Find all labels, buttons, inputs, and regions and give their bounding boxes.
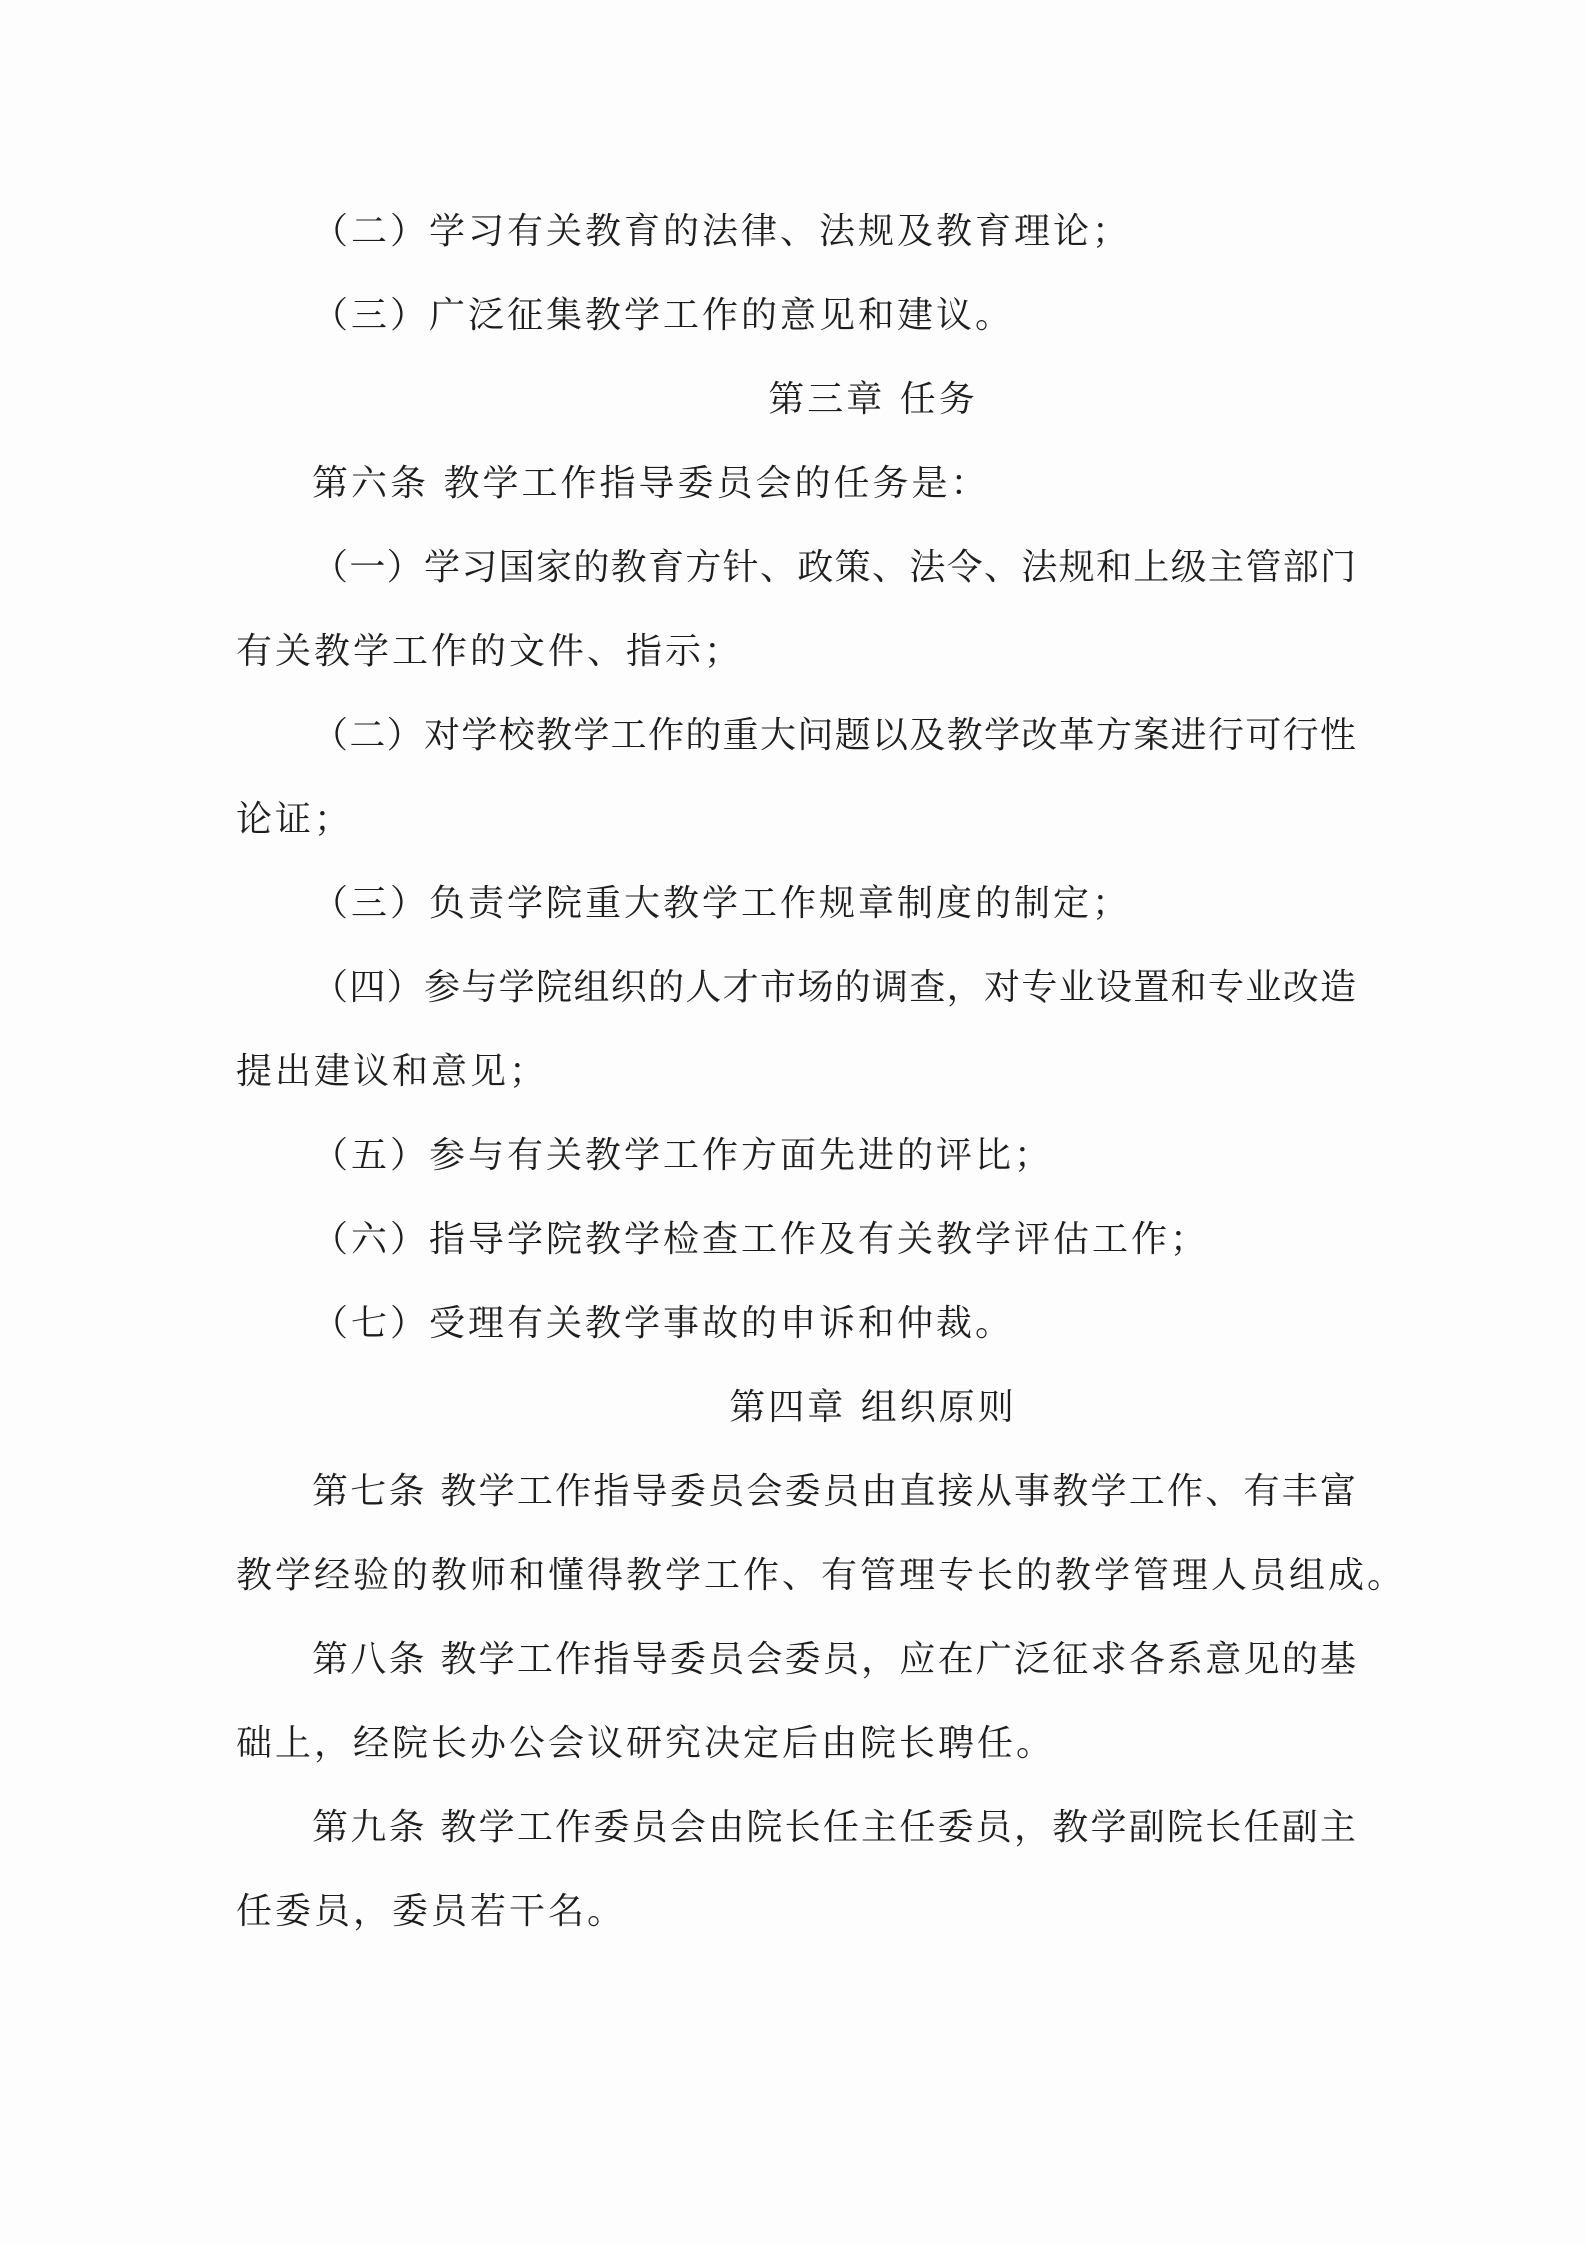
- task-item-3: （三）负责学院重大教学工作规章制度的制定；: [312, 883, 1132, 924]
- task-item-4-line-2: 提出建议和意见；: [236, 1051, 549, 1092]
- task-item-1-line-1: （一）学习国家的教育方针、政策、法令、法规和上级主管部门: [312, 547, 1356, 588]
- article-9-line-2: 任委员，委员若干名。: [236, 1891, 627, 1932]
- task-item-7: （七）受理有关教学事故的申诉和仲裁。: [312, 1303, 1015, 1344]
- task-item-1-line-2: 有关教学工作的文件、指示；: [236, 631, 744, 672]
- list-item-2-study-law: （二）学习有关教育的法律、法规及教育理论；: [312, 211, 1132, 252]
- task-item-4-line-1: （四）参与学院组织的人才市场的调查，对专业设置和专业改造: [312, 967, 1356, 1008]
- article-6-heading: 第六条 教学工作指导委员会的任务是：: [312, 463, 990, 504]
- article-8-line-1: 第八条 教学工作指导委员会委员，应在广泛征求各系意见的基: [312, 1639, 1356, 1680]
- list-item-3-collect-opinions: （三）广泛征集教学工作的意见和建议。: [312, 295, 1015, 336]
- article-7-line-1: 第七条 教学工作指导委员会委员由直接从事教学工作、有丰富: [312, 1471, 1356, 1512]
- article-9-line-1: 第九条 教学工作委员会由院长任主任委员，教学副院长任副主: [312, 1807, 1356, 1848]
- task-item-2-line-2: 论证；: [236, 799, 354, 840]
- chapter-4-heading: 第四章 组织原则: [729, 1387, 1017, 1428]
- task-item-6: （六）指导学院教学检查工作及有关教学评估工作；: [312, 1219, 1210, 1260]
- article-7-line-2: 教学经验的教师和懂得教学工作、有管理专长的教学管理人员组成。: [236, 1555, 1407, 1596]
- task-item-5: （五）参与有关教学工作方面先进的评比；: [312, 1135, 1054, 1176]
- article-8-line-2: 础上，经院长办公会议研究决定后由院长聘任。: [236, 1723, 1056, 1764]
- task-item-2-line-1: （二）对学校教学工作的重大问题以及教学改革方案进行可行性: [312, 715, 1356, 756]
- chapter-3-heading: 第三章 任务: [768, 379, 978, 420]
